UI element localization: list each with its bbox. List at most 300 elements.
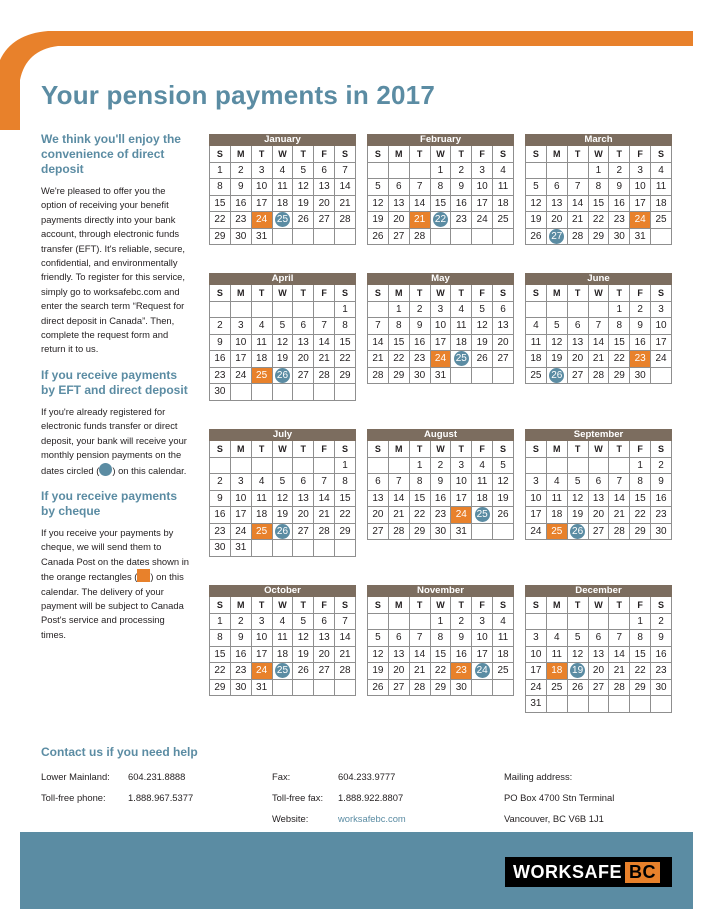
day-cell: 2 [210,318,231,335]
day-cell: 13 [314,179,335,196]
eft-date [272,663,293,680]
weekday-label: T [609,597,630,613]
logo-bc-text: BC [625,862,660,883]
day-cell: 28 [409,228,430,245]
day-cell: 14 [609,646,630,663]
day-cell: 22 [335,507,356,524]
day-cell: 17 [251,646,272,663]
week-row [526,696,672,713]
day-cell: 19 [368,663,389,680]
day-cell: 7 [567,179,588,196]
day-cell: 3 [651,301,672,318]
week-row [210,663,356,680]
day-cell: 20 [314,195,335,212]
day-cell: 22 [430,663,451,680]
day-cell: 27 [368,523,389,540]
day-cell: 14 [609,490,630,507]
empty-cell [293,228,314,245]
eft-circle: 26 [276,369,289,381]
day-cell: 17 [451,490,472,507]
week-row [210,301,356,318]
day-cell: 11 [493,179,514,196]
logo-safe-text: SAFE [572,861,623,882]
empty-cell [588,613,609,630]
contact-phones [41,771,193,813]
day-cell: 16 [651,646,672,663]
lower-mainland-number: 604.231.8888 [128,771,186,782]
eft-date [272,367,293,384]
month-name: September [525,429,672,441]
day-cell: 4 [251,318,272,335]
day-cell: 13 [588,646,609,663]
website-link[interactable]: worksafebc.com [338,813,406,824]
day-cell: 29 [335,367,356,384]
weekday-label: F [314,441,335,457]
month-grid [367,597,514,696]
day-cell: 10 [430,318,451,335]
day-cell: 6 [388,179,409,196]
week-row [526,162,672,179]
day-cell: 9 [210,334,231,351]
empty-cell [251,457,272,474]
day-cell: 18 [251,507,272,524]
day-cell: 16 [210,351,231,368]
day-cell: 26 [493,507,514,524]
empty-cell [588,301,609,318]
cheque-date: 24 [430,351,451,368]
day-cell: 5 [272,318,293,335]
day-cell: 9 [451,630,472,647]
day-cell: 11 [546,490,567,507]
day-cell: 3 [472,613,493,630]
day-cell: 18 [272,646,293,663]
cheque-date: 24 [451,507,472,524]
day-cell: 12 [493,474,514,491]
weekday-row [210,285,356,301]
weekday-label: M [388,285,409,301]
day-cell: 17 [230,351,251,368]
weekday-label: S [335,441,356,457]
day-cell: 19 [368,212,389,229]
day-cell: 22 [609,351,630,368]
day-cell: 27 [493,351,514,368]
empty-cell [472,679,493,696]
day-cell: 3 [230,474,251,491]
empty-cell [314,457,335,474]
day-cell: 6 [588,474,609,491]
day-cell: 18 [272,195,293,212]
cheque-heading: If you receive payments by cheque [41,488,178,518]
day-cell: 10 [472,179,493,196]
day-cell: 30 [651,523,672,540]
weekday-label: F [630,441,651,457]
week-row [526,646,672,663]
day-cell: 16 [230,646,251,663]
week-row [526,630,672,647]
day-cell: 11 [451,318,472,335]
eft-circle: 25 [276,665,289,677]
weekday-label: S [493,597,514,613]
day-cell: 27 [314,212,335,229]
month-grid [367,146,514,245]
day-cell: 15 [609,334,630,351]
day-cell: 22 [630,663,651,680]
day-cell: 20 [588,663,609,680]
weekday-label: S [210,146,231,162]
week-row [526,351,672,368]
day-cell: 8 [335,474,356,491]
day-cell: 6 [567,318,588,335]
weekday-label: F [630,285,651,301]
mailing-address [504,771,614,834]
day-cell: 1 [609,301,630,318]
weekday-label: W [588,441,609,457]
day-cell: 18 [472,490,493,507]
cheque-date: 21 [409,212,430,229]
day-cell: 6 [388,630,409,647]
week-row [526,663,672,680]
day-cell: 23 [210,367,231,384]
day-cell: 17 [651,334,672,351]
empty-cell [651,228,672,245]
empty-cell [314,228,335,245]
day-cell: 28 [388,523,409,540]
day-cell: 15 [388,334,409,351]
eft-circle: 26 [551,369,563,381]
week-row [526,457,672,474]
day-cell: 7 [314,318,335,335]
weekday-label: S [651,285,672,301]
week-row [210,613,356,630]
weekday-label: W [430,146,451,162]
day-cell: 7 [609,474,630,491]
day-cell: 2 [230,613,251,630]
day-cell: 26 [526,228,547,245]
day-cell: 10 [451,474,472,491]
day-cell: 1 [335,301,356,318]
month-grid [209,597,356,696]
day-cell: 10 [472,630,493,647]
weekday-label: M [388,597,409,613]
empty-cell [210,457,231,474]
empty-cell [546,696,567,713]
day-cell: 17 [251,195,272,212]
weekday-label: S [335,146,356,162]
day-cell: 5 [272,474,293,491]
day-cell: 6 [293,474,314,491]
day-cell: 10 [526,490,547,507]
day-cell: 22 [388,351,409,368]
month-name: May [367,273,514,285]
eft-circle: 22 [434,214,447,226]
day-cell: 11 [493,630,514,647]
day-cell: 13 [314,630,335,647]
empty-cell [409,613,430,630]
day-cell: 29 [630,679,651,696]
day-cell: 30 [430,523,451,540]
day-cell: 29 [388,367,409,384]
month-name: June [525,273,672,285]
month-grid [367,285,514,384]
day-cell: 8 [630,474,651,491]
day-cell: 1 [430,162,451,179]
day-cell: 27 [588,523,609,540]
weekday-label: S [651,441,672,457]
weekday-row [210,441,356,457]
empty-cell [472,367,493,384]
day-cell: 18 [526,351,547,368]
week-row [368,162,514,179]
day-cell: 9 [230,630,251,647]
day-cell: 15 [335,490,356,507]
calendar-march [525,134,672,245]
direct-deposit-heading: We think you'll enjoy the convenience of direct deposit [41,132,181,176]
day-cell: 1 [388,301,409,318]
day-cell: 21 [388,507,409,524]
week-row [210,195,356,212]
day-cell: 21 [368,351,389,368]
month-grid [525,441,672,540]
day-cell: 15 [430,646,451,663]
day-cell: 13 [546,195,567,212]
calendar-february [367,134,514,245]
week-row [210,162,356,179]
week-row [368,334,514,351]
mailing-address-label: Mailing address: [504,771,573,782]
weekday-label: T [293,146,314,162]
empty-cell [335,228,356,245]
day-cell: 28 [409,679,430,696]
eft-date [546,228,567,245]
weekday-label: M [230,146,251,162]
eft-date [472,507,493,524]
day-cell: 12 [368,195,389,212]
day-cell: 8 [630,630,651,647]
day-cell: 12 [472,318,493,335]
weekday-label: F [314,597,335,613]
empty-cell [368,162,389,179]
day-cell: 15 [430,195,451,212]
day-cell: 1 [630,457,651,474]
day-cell: 6 [368,474,389,491]
weekday-label: M [230,285,251,301]
weekday-label: T [451,441,472,457]
day-cell: 12 [567,646,588,663]
day-cell: 13 [368,490,389,507]
empty-cell [388,162,409,179]
day-cell: 1 [409,457,430,474]
toll-free-phone-number: 1.888.967.5377 [128,792,194,803]
weekday-label: F [472,597,493,613]
day-cell: 23 [651,507,672,524]
day-cell: 24 [230,367,251,384]
weekday-label: T [409,597,430,613]
month-grid [525,146,672,245]
empty-cell [526,457,547,474]
day-cell: 10 [251,179,272,196]
empty-cell [251,301,272,318]
day-cell: 13 [388,646,409,663]
day-cell: 10 [630,179,651,196]
empty-cell [546,162,567,179]
day-cell: 16 [609,195,630,212]
weekday-row [210,146,356,162]
page-title: Your pension payments in 2017 [41,80,435,110]
empty-cell [335,384,356,401]
eft-body-start: If you're already registered for electronic funds transfer or direct deposit, your bank will receive your monthly pension payments on the dates circled ( [41,405,187,476]
day-cell: 5 [526,179,547,196]
month-grid [209,146,356,245]
day-cell: 8 [210,179,231,196]
week-row [526,507,672,524]
week-row [210,679,356,696]
eft-date [472,663,493,680]
day-cell: 20 [546,212,567,229]
eft-circle: 19 [572,665,584,677]
weekday-label: T [609,285,630,301]
empty-cell [588,457,609,474]
day-cell: 5 [472,301,493,318]
week-row [368,679,514,696]
week-row [526,195,672,212]
empty-cell [368,613,389,630]
day-cell: 25 [546,679,567,696]
empty-cell [546,457,567,474]
empty-cell [272,457,293,474]
cheque-date: 23 [630,351,651,368]
day-cell: 20 [293,351,314,368]
week-row [526,334,672,351]
day-cell: 4 [472,457,493,474]
weekday-label: W [430,285,451,301]
day-cell: 22 [588,212,609,229]
day-cell: 14 [409,195,430,212]
day-cell: 28 [314,523,335,540]
day-cell: 3 [230,318,251,335]
day-cell: 29 [335,523,356,540]
day-cell: 15 [588,195,609,212]
day-cell: 9 [630,318,651,335]
day-cell: 6 [546,179,567,196]
calendar-september [525,429,672,540]
empty-cell [409,162,430,179]
week-row [210,384,356,401]
weekday-label: T [251,146,272,162]
cheque-date: 25 [251,367,272,384]
day-cell: 20 [368,507,389,524]
day-cell: 27 [293,523,314,540]
weekday-label: T [451,597,472,613]
weekday-label: F [472,441,493,457]
day-cell: 18 [546,507,567,524]
day-cell: 21 [409,663,430,680]
day-cell: 31 [430,367,451,384]
week-row [210,490,356,507]
day-cell: 16 [230,195,251,212]
day-cell: 31 [230,540,251,557]
day-cell: 15 [210,195,231,212]
day-cell: 15 [210,646,231,663]
week-row [210,523,356,540]
weekday-label: M [546,597,567,613]
eft-circle: 26 [572,525,584,537]
day-cell: 14 [314,334,335,351]
day-cell: 6 [293,318,314,335]
calendar-august [367,429,514,540]
empty-cell [210,301,231,318]
weekday-label: S [526,146,547,162]
day-cell: 30 [230,679,251,696]
day-cell: 28 [314,367,335,384]
day-cell: 11 [546,646,567,663]
week-row [368,613,514,630]
day-cell: 2 [430,457,451,474]
empty-cell [293,457,314,474]
day-cell: 16 [630,334,651,351]
weekday-label: T [251,597,272,613]
day-cell: 23 [230,663,251,680]
week-row [210,179,356,196]
day-cell: 11 [272,630,293,647]
day-cell: 29 [588,228,609,245]
worksafebc-logo [505,857,672,887]
eft-circle: 25 [476,509,488,521]
day-cell: 27 [388,679,409,696]
day-cell: 27 [388,228,409,245]
empty-cell [230,457,251,474]
empty-cell [567,457,588,474]
day-cell: 14 [588,334,609,351]
empty-cell [451,228,472,245]
day-cell: 21 [335,195,356,212]
day-cell: 6 [493,301,514,318]
week-row [526,228,672,245]
month-name: April [209,273,356,285]
week-row [368,646,514,663]
day-cell: 30 [230,228,251,245]
month-name: August [367,429,514,441]
day-cell: 11 [251,490,272,507]
weekday-label: M [546,441,567,457]
day-cell: 3 [451,457,472,474]
weekday-label: F [314,146,335,162]
day-cell: 9 [430,474,451,491]
day-cell: 30 [651,679,672,696]
eft-circle: 26 [276,525,289,537]
week-row [368,318,514,335]
day-cell: 11 [472,474,493,491]
day-cell: 21 [314,351,335,368]
weekday-label: T [567,597,588,613]
day-cell: 16 [210,507,231,524]
day-cell: 1 [210,613,231,630]
calendar-december [525,585,672,713]
week-row [526,318,672,335]
day-cell: 4 [272,162,293,179]
week-row [368,630,514,647]
day-cell: 15 [630,490,651,507]
empty-cell [272,679,293,696]
weekday-label: S [368,441,389,457]
day-cell: 21 [335,646,356,663]
day-cell: 21 [314,507,335,524]
weekday-label: W [272,597,293,613]
day-cell: 5 [567,474,588,491]
day-cell: 26 [293,212,314,229]
weekday-label: T [293,597,314,613]
week-row [210,367,356,384]
weekday-row [368,146,514,162]
